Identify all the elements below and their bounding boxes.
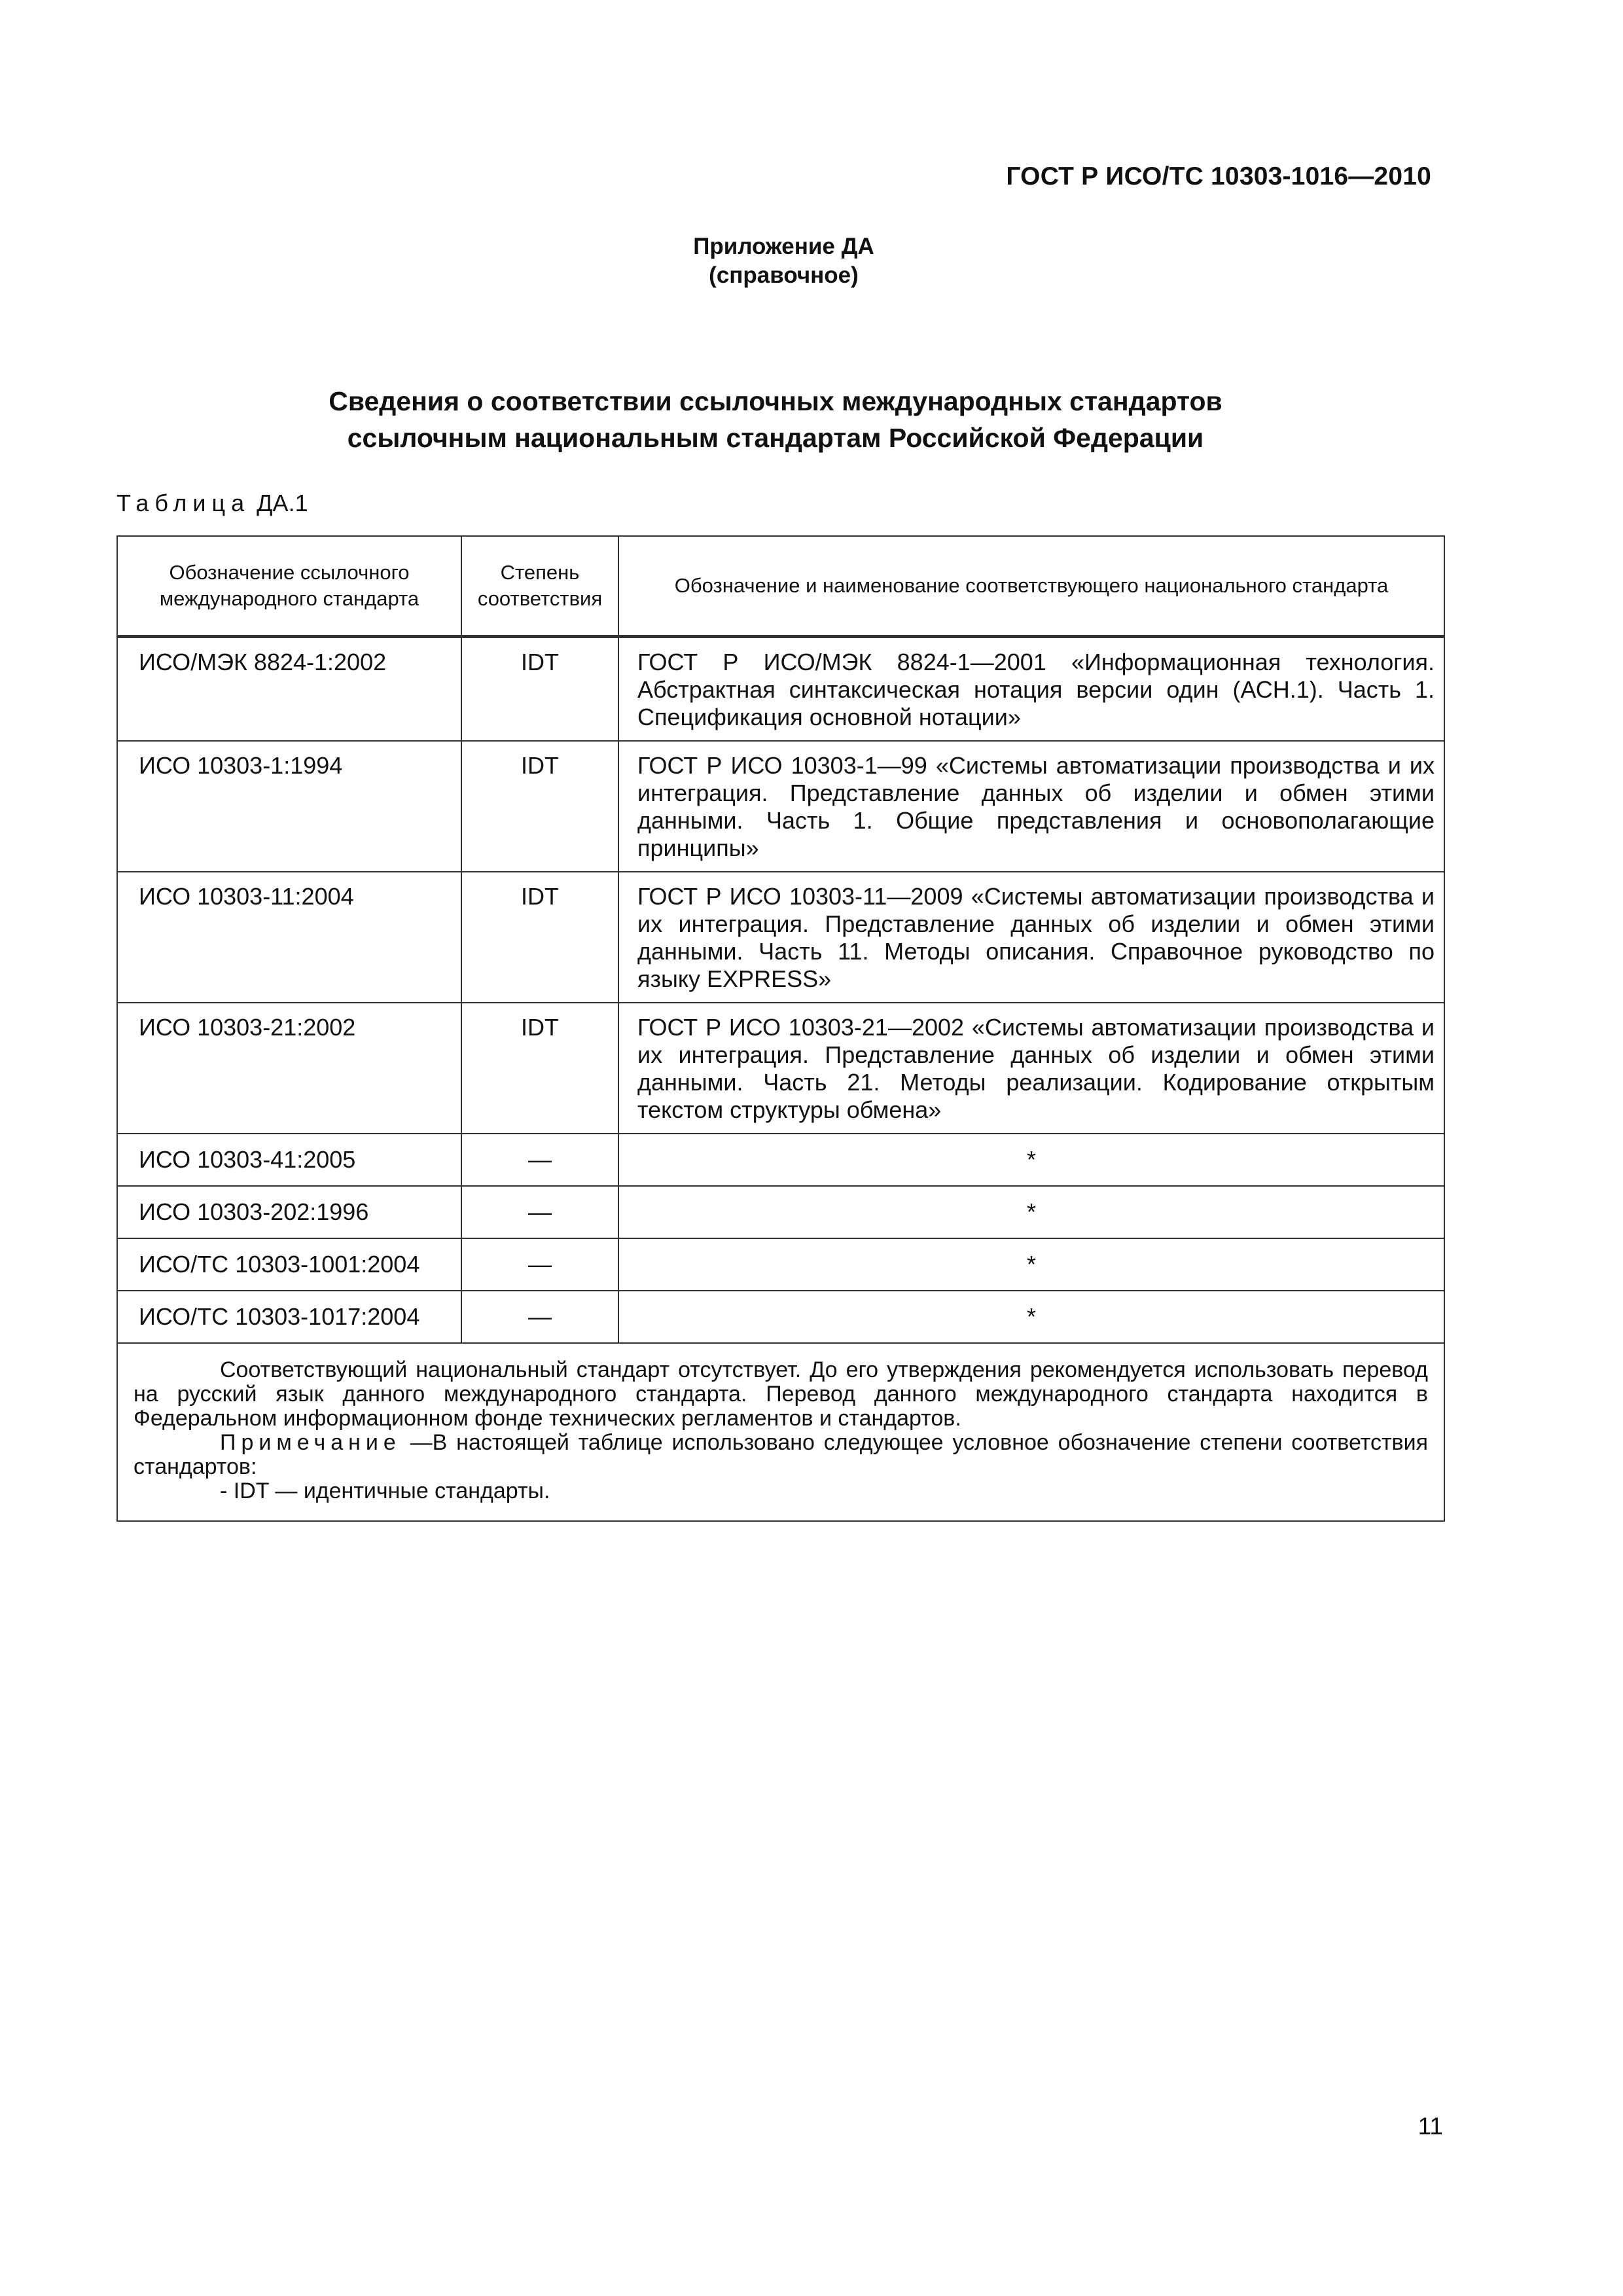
header-national-standard: Обозначение и наименование соответствующего национального стандарта <box>618 536 1444 637</box>
section-title <box>0 383 1551 456</box>
standards-table <box>116 535 1445 1522</box>
table-footer <box>117 1343 1444 1521</box>
intl-designation-cell: ИСО/МЭК 8824-1:2002 <box>117 637 461 742</box>
degree-cell: IDT <box>461 1003 618 1134</box>
intl-designation-cell: ИСО 10303-41:2005 <box>117 1134 461 1186</box>
intl-designation-cell: ИСО 10303-21:2002 <box>117 1003 461 1134</box>
header-intl-designation: Обозначение ссылочного международного стандарта <box>117 536 461 637</box>
table-label-word: Таблица <box>116 490 251 516</box>
degree-cell: — <box>461 1134 618 1186</box>
footnote-text: Соответствующий национальный стандарт отсутствует. До его утверждения рекомендуется использовать перевод на русский язык данного международного стандарта. Перевод данного международного стандарта находится в Федеральном информационном фонде технических регламентов и стандартов. <box>134 1357 1428 1431</box>
appendix-subtitle: (справочное) <box>709 262 859 288</box>
table-row <box>117 637 1444 742</box>
national-standard-cell: ГОСТ Р ИСО 10303-21—2002 «Системы автоматизации производства и их интеграция. Представление данных об изделии и обмен этими данными. Часть 21. Методы реализации. Кодирование открытым текстом структуры обмена» <box>618 1003 1444 1134</box>
intl-designation-cell: ИСО/ТС 10303-1001:2004 <box>117 1238 461 1291</box>
appendix-heading <box>0 232 1567 290</box>
intl-designation-cell: ИСО 10303-202:1996 <box>117 1186 461 1238</box>
degree-cell: — <box>461 1291 618 1343</box>
footnote-asterisk-cell: * <box>618 1291 1444 1343</box>
degree-cell: — <box>461 1238 618 1291</box>
national-standard-cell: ГОСТ Р ИСО/МЭК 8824-1—2001 «Информационная технология. Абстрактная синтаксическая нотация версии один (АСН.1). Часть 1. Спецификация основной нотации» <box>618 637 1444 742</box>
degree-cell: IDT <box>461 741 618 872</box>
note-text: —В настоящей таблице использовано следующее условное обозначение степени соответствия стандартов: <box>134 1430 1429 1479</box>
national-standard-cell: ГОСТ Р ИСО 10303-1—99 «Системы автоматизации производства и их интеграция. Представление данных об изделии и обмен этими данными. Часть 1. Общие представления и основополагающие принципы» <box>618 741 1444 872</box>
footnote-asterisk-cell: * <box>618 1238 1444 1291</box>
appendix-title: Приложение ДА <box>693 234 874 259</box>
footnote-asterisk-cell: * <box>618 1186 1444 1238</box>
table-row <box>117 1291 1444 1343</box>
table-row <box>117 1003 1444 1134</box>
table-row <box>117 741 1444 872</box>
section-title-line-1: Сведения о соответствии ссылочных международных стандартов <box>329 386 1222 416</box>
table-footer-row <box>117 1343 1444 1521</box>
footnote-asterisk-cell: * <box>618 1134 1444 1186</box>
intl-designation-cell: ИСО 10303-1:1994 <box>117 741 461 872</box>
degree-cell: — <box>461 1186 618 1238</box>
national-standard-cell: ГОСТ Р ИСО 10303-11—2009 «Системы автоматизации производства и их интеграция. Представление данных об изделии и обмен этими данными. Часть 11. Методы описания. Справочное руководство по языку EXPRESS» <box>618 872 1444 1003</box>
table-row <box>117 1134 1444 1186</box>
note-label: Примечание <box>220 1430 401 1455</box>
note-paragraph <box>134 1431 1428 1479</box>
degree-cell: IDT <box>461 872 618 1003</box>
table-row <box>117 1186 1444 1238</box>
section-title-line-2: ссылочным национальным стандартам Российской Федерации <box>347 423 1204 453</box>
table-label-number: ДА.1 <box>257 490 308 516</box>
degree-cell: IDT <box>461 637 618 742</box>
table-row <box>117 1238 1444 1291</box>
note-list-item: - IDT — идентичные стандарты. <box>220 1479 550 1503</box>
header-degree: Степень соответствия <box>461 536 618 637</box>
table-label <box>116 490 308 517</box>
intl-designation-cell: ИСО/ТС 10303-1017:2004 <box>117 1291 461 1343</box>
document-code: ГОСТ Р ИСО/ТС 10303-1016—2010 <box>1006 162 1431 190</box>
table-header-row <box>117 536 1444 637</box>
table-row <box>117 872 1444 1003</box>
page-number: 11 <box>1418 2113 1443 2140</box>
intl-designation-cell: ИСО 10303-11:2004 <box>117 872 461 1003</box>
